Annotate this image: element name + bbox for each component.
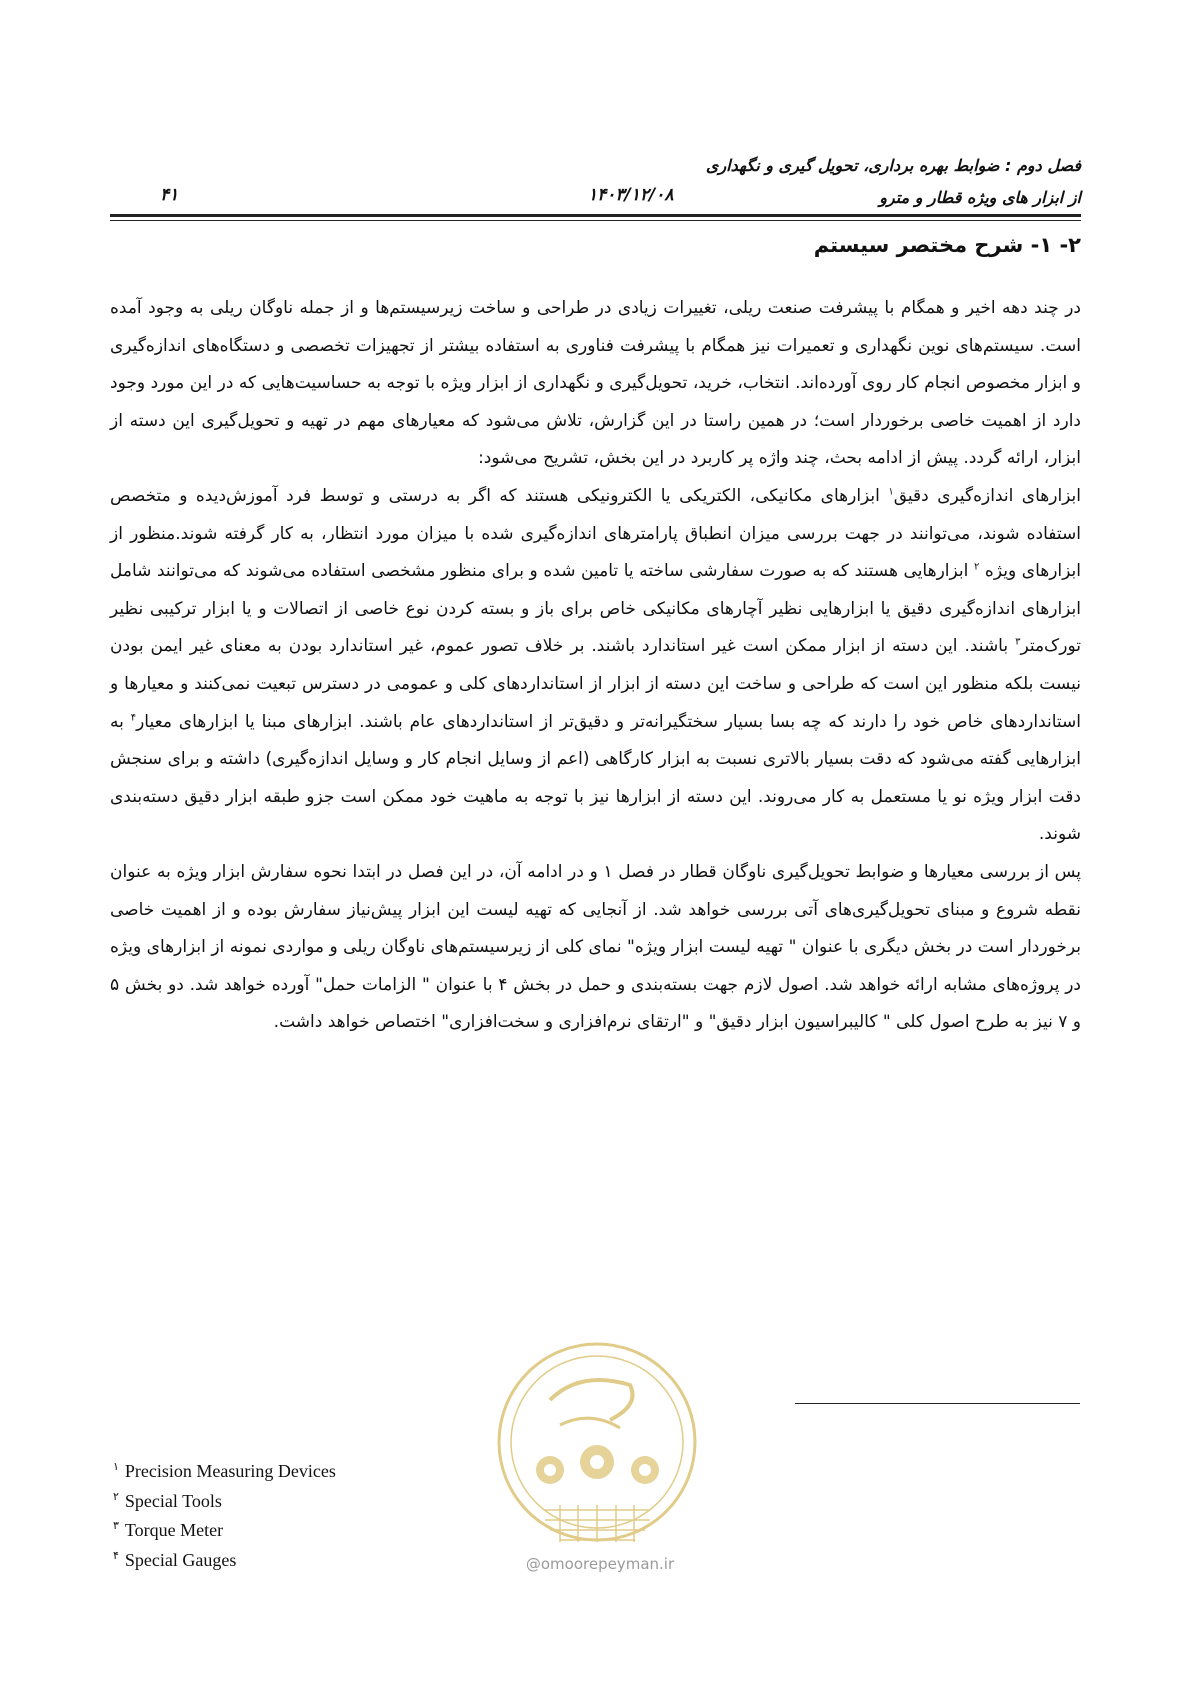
footnote-text: Precision Measuring Devices xyxy=(124,1461,336,1481)
footnote-number: ۴ xyxy=(113,1549,119,1562)
paragraph-2-part-a: ابزارهای اندازه‌گیری دقیق xyxy=(893,485,1082,506)
footnote-ref-4: ۴ xyxy=(130,711,137,723)
scales-gear-seal-icon xyxy=(490,1330,705,1590)
footnotes xyxy=(113,1453,336,1571)
section-title: ۲- ۱- شرح مختصر سیستم xyxy=(813,233,1081,257)
footnote-number: ۳ xyxy=(113,1520,119,1532)
page-number: ۴۱ xyxy=(160,185,179,205)
footnote-item xyxy=(113,1542,336,1572)
paragraph-2-part-b: ابزارهای مکانیکی، الکتریکی یا الکترونیکی هستند که اگر به درستی و توسط فرد آموزش‌دیده و متخصص استفاده شوند، می‌توانند در جهت بررسی میزان انطباق پارامترهای اندازه‌گیری شده با میزان مورد انتظار، به کار گرفته شوند.منظور از ابزارهای ویژه xyxy=(110,485,1081,582)
footnote-item xyxy=(113,1453,336,1483)
footnote-text: Torque Meter xyxy=(124,1520,224,1540)
footnote-ref-1: ۱ xyxy=(888,486,894,498)
paragraph-2-part-e: به ابزارهایی گفته می‌شود که دقت بسیار بالاتری نسبت به ابزار کارگاهی (اعم از وسایل انجام کار و وسایل اندازه‌گیری) داشته و برای سنجش دقت ابزار ویژه نو یا مستعمل به کار می‌روند. این دسته از ابزارها نیز با توجه به ماهیت خود ممکن است جزو طبقه ابزار دقیق دسته‌بندی شوند. xyxy=(110,711,1081,845)
chapter-header xyxy=(661,150,1081,214)
paragraph-3: پس از بررسی معیارها و ضوابط تحویل‌گیری ناوگان قطار در فصل ۱ و در ادامه آن، در این فصل در ابتدا نحوه سفارش ابزار ویژه به عنوان نقطه شروع و مبنای تحویل‌گیری‌های آتی بررسی خواهد شد. از آنجایی که تهیه لیست این ابزار پیش‌نیاز سفارش بوده و از اهمیت خاصی برخوردار است در بخش دیگری با عنوان " تهیه لیست ابزار ویژه" نمای کلی از زیرسیستم‌های ناوگان ریلی و مواردی نمونه از ابزارهای ویژه در پروژه‌های مشابه ارائه خواهد شد. اصول لازم جهت بسته‌بندی و حمل در بخش ۴ با عنوان " الزامات حمل" آورده خواهد شد. دو بخش ۵ و ۷ نیز به طرح اصول کلی " کالیبراسیون ابزار دقیق" و "ارتقای نرم‌افزاری و سخت‌افزاری" اختصاص خواهد داشت. xyxy=(110,861,1082,1033)
paragraph-2-part-c: ابزارهایی هستند که به صورت سفارشی ساخته یا تامین شده و برای منظور مشخصی استفاده می‌شوند که می‌توانند شامل ابزارهای اندازه‌گیری دقیق یا ابزارهایی نظیر آچارهای مکانیکی خاص برای باز و بسته کردن نوع خاصی از اتصالات و یا ابزار ترکیبی نظیر تورک‌متر xyxy=(110,561,1081,657)
footnote-number: ۱ xyxy=(113,1461,119,1473)
footnote-item xyxy=(113,1512,336,1542)
footnote-ref-2: ۲ xyxy=(973,561,980,573)
header-rule-thick xyxy=(110,214,1081,217)
footnote-item xyxy=(113,1483,336,1513)
body-text xyxy=(110,290,1081,1042)
footnote-text: Special Gauges xyxy=(124,1549,237,1570)
paragraph-2 xyxy=(110,478,1081,854)
footnote-text: Special Tools xyxy=(124,1490,222,1511)
header-rule-thin xyxy=(110,220,1081,221)
chapter-title-line2: از ابزار های ویژه قطار و مترو xyxy=(879,188,1081,207)
header-date: ۱۴۰۳/۱۲/۰۸ xyxy=(588,185,674,205)
chapter-title-line1: فصل دوم : ضوابط بهره برداری، تحویل گیری و نگهداری xyxy=(705,156,1081,175)
footnote-separator xyxy=(795,1403,1080,1404)
footnote-number: ۲ xyxy=(113,1490,119,1503)
watermark-site: @omoorepeyman.ir xyxy=(525,1555,675,1573)
paragraph-1: در چند دهه اخیر و همگام با پیشرفت صنعت ریلی، تغییرات زیادی در طراحی و ساخت زیرسیستم‌ها و از جمله ناوگان ریلی به وجود آمده است. سیستم‌های نوین نگهداری و تعمیرات نیز همگام با پیشرفت فناوری به استفاده بیشتر از تجهیزات تخصصی و دستگاه‌های اندازه‌گیری و ابزار مخصوص انجام کار روی آورده‌اند. انتخاب، خرید، تحویل‌گیری و نگهداری از ابزار ویژه با توجه به حساسیت‌هایی که در این مورد وجود دارد از اهمیت خاصی برخوردار است؛ در همین راستا در این گزارش، تلاش می‌شود که معیارهای مهم در تهیه و تحویل‌گیری این دسته از ابزار، ارائه گردد. پیش از ادامه بحث، چند واژه پر کاربرد در این بخش، تشریح می‌شود: xyxy=(110,298,1081,469)
paragraph-2-part-d: باشند. این دسته از ابزار ممکن است غیر استاندارد باشند. بر خلاف تصور عموم، غیر استاندارد بودن به معنای غیر ایمن بودن نیست بلکه منظور این است که طراحی و ساخت این دسته از ابزار از استانداردهای کلی و عمومی در دسترس تبعیت نمی‌کنند و معیارها و استانداردهای خاص خود را دارند که چه بسا بسیار سختگیرانه‌تر و دقیق‌تر از استانداردهای عام باشند. ابزارهای مبنا یا ابزارهای معیار xyxy=(110,636,1082,732)
footnote-ref-3: ۳ xyxy=(1015,636,1021,648)
